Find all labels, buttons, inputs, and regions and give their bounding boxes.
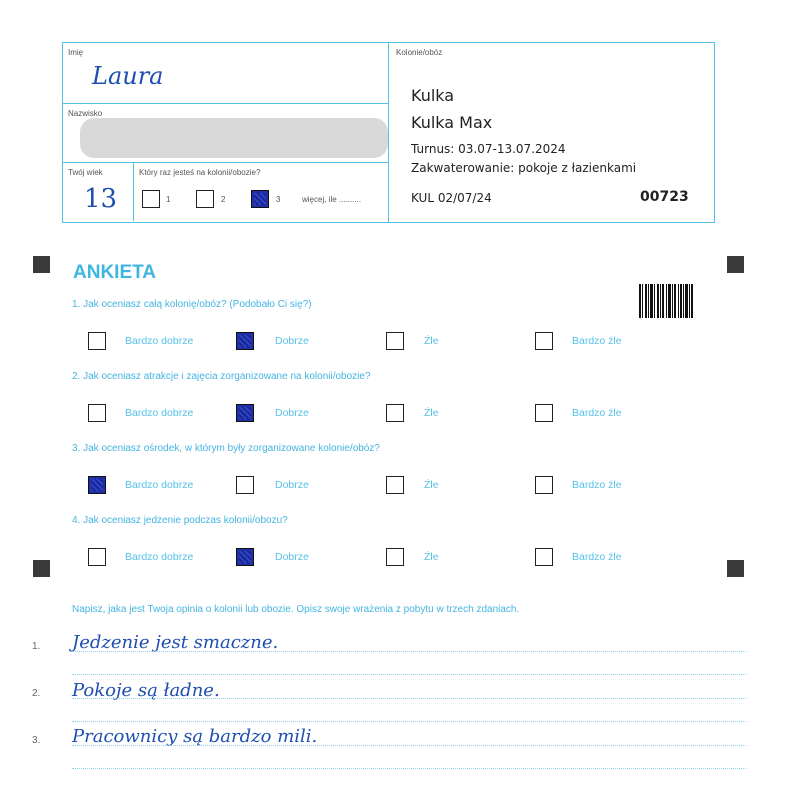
registration-marker-top-right <box>727 256 744 273</box>
zakwaterowanie: Zakwaterowanie: pokoje z łazienkami <box>411 161 637 175</box>
q3-dobrze-checkbox[interactable] <box>236 476 254 494</box>
registration-marker-bottom-right <box>727 560 744 577</box>
q4-dobrze-label: Dobrze <box>275 551 309 563</box>
q3-zle-checkbox[interactable] <box>386 476 404 494</box>
barcode-icon <box>639 284 693 318</box>
header-divider-h1 <box>62 103 389 104</box>
header-divider-h2 <box>62 162 389 163</box>
form-code: KUL 02/07/24 <box>411 191 492 205</box>
wiek-value[interactable]: 13 <box>84 184 118 214</box>
opinion-line-1b-rule <box>72 674 746 675</box>
q1-dobrze-checkbox[interactable] <box>236 332 254 350</box>
wiek-label: Twój wiek <box>68 168 103 177</box>
q4-bardzo-zle-label: Bardzo źle <box>572 551 622 563</box>
turnus: Turnus: 03.07-13.07.2024 <box>411 142 566 156</box>
q4-bardzo-zle-checkbox[interactable] <box>535 548 553 566</box>
wiecej-label: więcej, ile .......... <box>302 195 362 204</box>
q2-bardzo-zle-checkbox[interactable] <box>535 404 553 422</box>
opinion-line-2b-rule <box>72 721 746 722</box>
q2-zle-checkbox[interactable] <box>386 404 404 422</box>
opinion-line-2-rule <box>72 698 746 699</box>
form-number: 00723 <box>640 189 689 205</box>
imie-value[interactable]: Laura <box>92 62 164 90</box>
ktory-raz-checkbox-3[interactable] <box>251 190 269 208</box>
question-3: 3. Jak oceniasz ośrodek, w którym były zorganizowane kolonie/obóz? <box>72 443 380 454</box>
q2-bardzo-dobrze-label: Bardzo dobrze <box>125 407 194 419</box>
q1-zle-label: Źle <box>424 335 439 347</box>
q1-bardzo-dobrze-label: Bardzo dobrze <box>125 335 194 347</box>
header-divider-vertical <box>388 42 389 222</box>
opinion-line-3-text[interactable]: Pracownicy są bardzo mili. <box>72 726 318 747</box>
q3-dobrze-label: Dobrze <box>275 479 309 491</box>
opinion-line-number-1: 1. <box>32 641 41 652</box>
q2-dobrze-checkbox[interactable] <box>236 404 254 422</box>
q2-bardzo-zle-label: Bardzo źle <box>572 407 622 419</box>
imie-label: Imię <box>68 48 84 57</box>
survey-title: ANKIETA <box>73 262 157 283</box>
opinion-prompt: Napisz, jaka jest Twoja opinia o kolonii lub obozie. Opisz swoje wrażenia z pobytu w trzech zdaniach. <box>72 604 520 615</box>
kolonia-name: Kulka <box>411 86 455 105</box>
q3-bardzo-zle-label: Bardzo źle <box>572 479 622 491</box>
opinion-line-number-2: 2. <box>32 688 41 699</box>
kolonia-subname: Kulka Max <box>411 113 493 132</box>
header-divider-age <box>133 162 134 221</box>
ktory-raz-option-2: 2 <box>221 195 226 204</box>
opinion-line-1-text[interactable]: Jedzenie jest smaczne. <box>72 632 279 653</box>
q3-zle-label: Źle <box>424 479 439 491</box>
q1-bardzo-zle-label: Bardzo źle <box>572 335 622 347</box>
ktory-raz-option-1: 1 <box>166 195 171 204</box>
opinion-line-number-3: 3. <box>32 735 41 746</box>
q1-zle-checkbox[interactable] <box>386 332 404 350</box>
q1-bardzo-zle-checkbox[interactable] <box>535 332 553 350</box>
ktory-raz-checkbox-2[interactable] <box>196 190 214 208</box>
q2-dobrze-label: Dobrze <box>275 407 309 419</box>
ktory-raz-checkbox-1[interactable] <box>142 190 160 208</box>
ktory-raz-option-3: 3 <box>276 195 281 204</box>
opinion-line-1-rule <box>72 651 746 652</box>
registration-marker-top-left <box>33 256 50 273</box>
q4-dobrze-checkbox[interactable] <box>236 548 254 566</box>
q4-bardzo-dobrze-checkbox[interactable] <box>88 548 106 566</box>
question-4: 4. Jak oceniasz jedzenie podczas kolonii/obozu? <box>72 515 288 526</box>
opinion-line-3b-rule <box>72 768 746 769</box>
ktory-raz-label: Który raz jesteś na kolonii/obozie? <box>139 168 261 177</box>
opinion-line-3-rule <box>72 745 746 746</box>
nazwisko-redacted <box>80 118 388 158</box>
q1-dobrze-label: Dobrze <box>275 335 309 347</box>
opinion-line-2-text[interactable]: Pokoje są ładne. <box>72 680 220 701</box>
q3-bardzo-zle-checkbox[interactable] <box>535 476 553 494</box>
nazwisko-label: Nazwisko <box>68 109 103 118</box>
q3-bardzo-dobrze-checkbox[interactable] <box>88 476 106 494</box>
kolonie-label: Kolonie/obóz <box>396 48 443 57</box>
question-2: 2. Jak oceniasz atrakcje i zajęcia zorganizowane na kolonii/obozie? <box>72 371 371 382</box>
registration-marker-bottom-left <box>33 560 50 577</box>
q2-zle-label: Źle <box>424 407 439 419</box>
q4-bardzo-dobrze-label: Bardzo dobrze <box>125 551 194 563</box>
q1-bardzo-dobrze-checkbox[interactable] <box>88 332 106 350</box>
q4-zle-label: Źle <box>424 551 439 563</box>
q4-zle-checkbox[interactable] <box>386 548 404 566</box>
q2-bardzo-dobrze-checkbox[interactable] <box>88 404 106 422</box>
question-1: 1. Jak oceniasz całą kolonię/obóz? (Podobało Ci się?) <box>72 299 312 310</box>
q3-bardzo-dobrze-label: Bardzo dobrze <box>125 479 194 491</box>
